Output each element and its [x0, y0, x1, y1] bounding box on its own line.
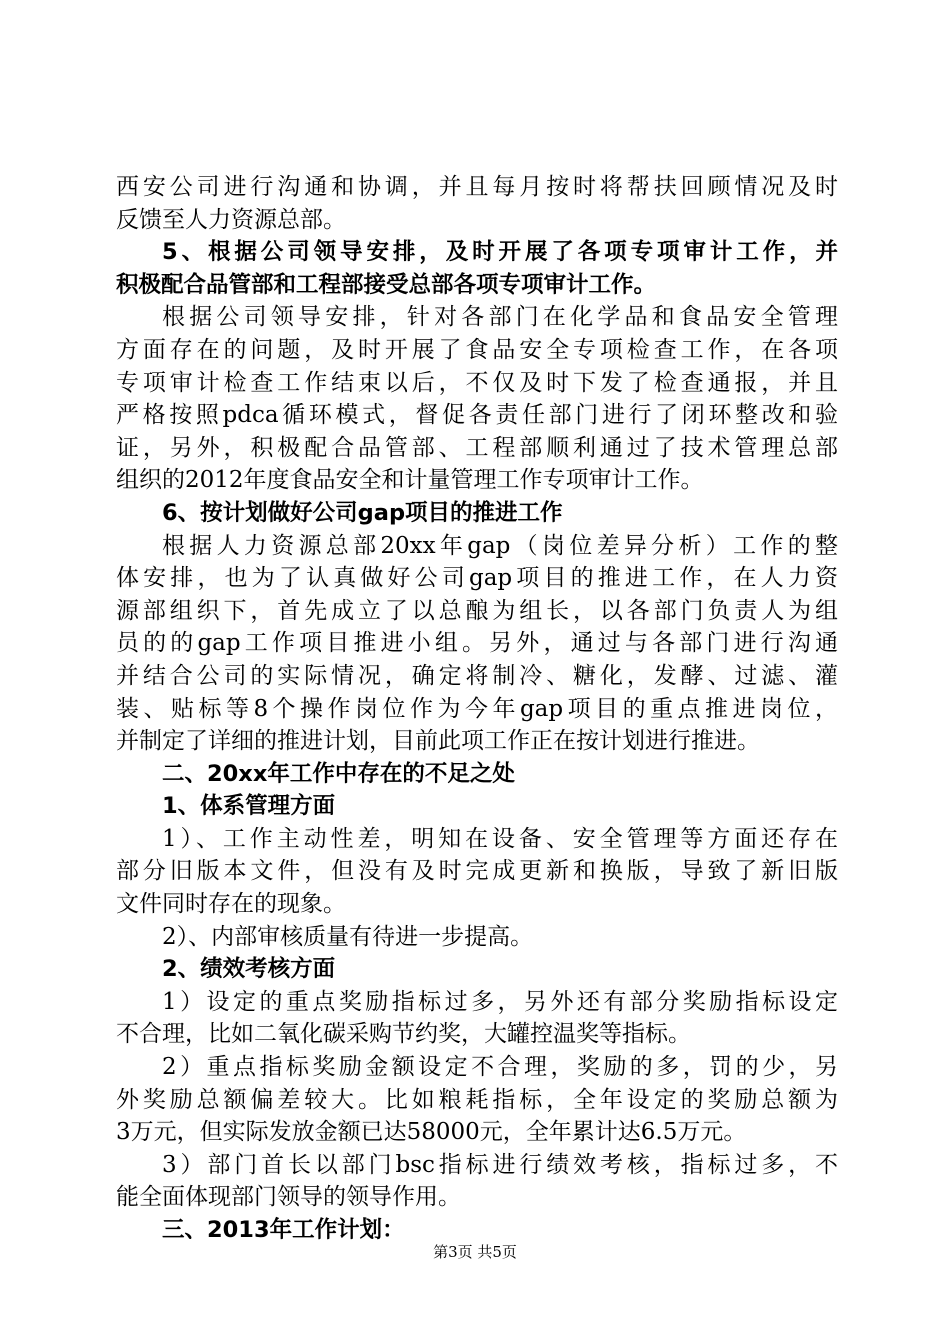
paragraph-line: 2）、内部审核质量有待进一步提高。	[162, 923, 534, 950]
document-body	[116, 171, 838, 1247]
paragraph-line: 1）、工作主动性差，明知在设备、安全管理等方面还存在	[162, 825, 838, 852]
paragraph-line: 并制定了详细的推进计划，目前此项工作正在按计划进行推进。	[116, 728, 760, 755]
section-heading-line: 6、按计划做好公司gap项目的推进工作	[162, 499, 563, 526]
paragraph-line: 3）部门首长以部门bsc指标进行绩效考核，指标过多，不	[162, 1151, 838, 1178]
paragraph-line: 严格按照pdca循环模式，督促各责任部门进行了闭环整改和验	[116, 402, 838, 429]
paragraph-line: 部分旧版本文件，但没有及时完成更新和换版，导致了新旧版	[116, 858, 838, 885]
section-heading-line: 二、20xx年工作中存在的不足之处	[162, 760, 515, 787]
paragraph-line: 2）重点指标奖励金额设定不合理，奖励的多，罚的少，另	[162, 1054, 838, 1081]
paragraph-line: 根据公司领导安排，针对各部门在化学品和食品安全管理	[162, 304, 838, 331]
paragraph-line: 方面存在的问题，及时开展了食品安全专项检查工作，在各项	[116, 336, 838, 363]
paragraph-line: 源部组织下，首先成立了以总酿为组长，以各部门负责人为组	[116, 597, 838, 624]
section-heading-line: 1、体系管理方面	[162, 793, 336, 820]
section-heading-line: 2、绩效考核方面	[162, 956, 336, 983]
section-heading-line: 5、根据公司领导安排，及时开展了各项专项审计工作，并	[162, 239, 838, 266]
paragraph-line: 外奖励总额偏差较大。比如粮耗指标，全年设定的奖励总额为	[116, 1086, 838, 1113]
paragraph-line: 反馈至人力资源总部。	[116, 206, 346, 233]
section-heading-line: 三、2013年工作计划：	[162, 1217, 405, 1243]
paragraph-line: 不合理，比如二氧化碳采购节约奖，大罐控温奖等指标。	[116, 1021, 691, 1048]
paragraph-line: 3万元，但实际发放金额已达58000元，全年累计达6.5万元。	[116, 1119, 747, 1146]
paragraph-line: 装、贴标等8个操作岗位作为今年gap项目的重点推进岗位，	[116, 695, 838, 722]
paragraph-line: 专项审计检查工作结束以后，不仅及时下发了检查通报，并且	[116, 369, 838, 396]
paragraph-line: 并结合公司的实际情况，确定将制冷、糖化，发酵、过滤、灌	[116, 662, 838, 689]
paragraph-line: 文件同时存在的现象。	[116, 891, 346, 918]
paragraph-line: 1）设定的重点奖励指标过多，另外还有部分奖励指标设定	[162, 988, 838, 1015]
paragraph-line: 能全面体现部门领导的领导作用。	[116, 1184, 461, 1211]
page-footer: 第3页 共5页	[433, 1243, 517, 1261]
section-heading-line: 积极配合品管部和工程部接受总部各项专项审计工作。	[116, 271, 657, 298]
paragraph-line: 根据人力资源总部20xx年gap（岗位差异分析）工作的整	[162, 532, 838, 559]
paragraph-line: 证，另外，积极配合品管部、工程部顺利通过了技术管理总部	[116, 434, 838, 461]
paragraph-line: 体安排，也为了认真做好公司gap项目的推进工作，在人力资	[116, 565, 838, 592]
paragraph-line: 员的的gap工作项目推进小组。另外，通过与各部门进行沟通	[116, 630, 838, 657]
paragraph-line: 西安公司进行沟通和协调，并且每月按时将帮扶回顾情况及时	[116, 174, 838, 200]
paragraph-line: 组织的2012年度食品安全和计量管理工作专项审计工作。	[116, 467, 704, 494]
